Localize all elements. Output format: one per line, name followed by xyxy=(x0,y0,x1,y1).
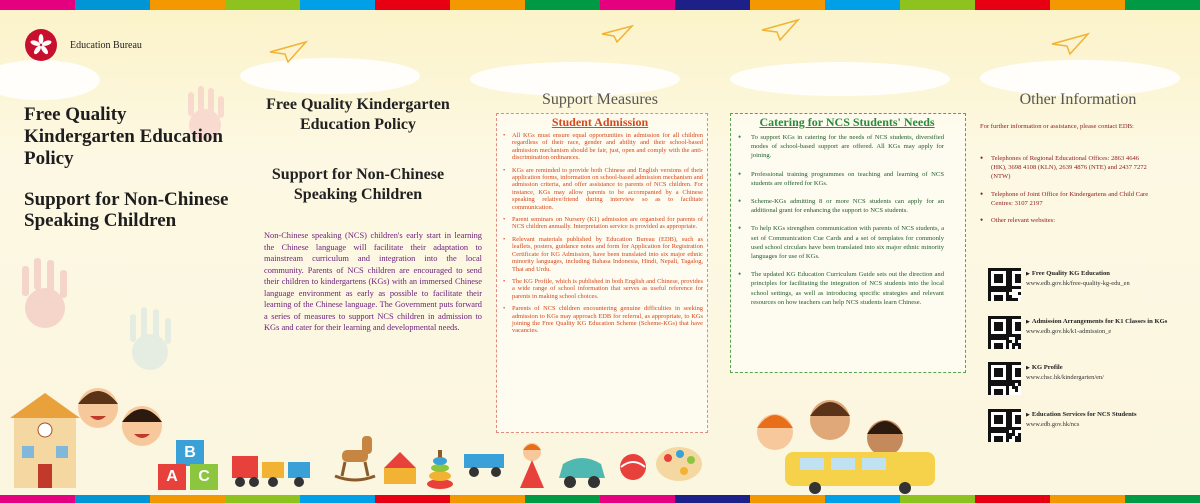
stripe-segment xyxy=(450,495,525,503)
ncs-needs-heading: Catering for NCS Students' Needs xyxy=(759,115,935,129)
paper-plane-icon xyxy=(760,18,800,42)
stripe-segment xyxy=(150,495,225,503)
intro-subtitle: Support for Non-Chinese Speaking Children xyxy=(271,166,445,203)
contact-item: • Telephone of Joint Office for Kindergartens and Child Care Centres: 3107 2197 xyxy=(980,190,1160,208)
top-color-stripe xyxy=(0,0,1200,10)
stripe-segment xyxy=(825,0,900,10)
paper-plane-icon xyxy=(1050,32,1090,56)
website-url[interactable]: www.edb.gov.hk/ncs xyxy=(1026,421,1080,428)
stripe-segment xyxy=(675,0,750,10)
list-item: • All KGs must ensure equal opportunities in admission for all children regardless of their race, gender and ability and their school-based admission mechanism should be fair, just, open and comply with the anti-discrimination ordinances. xyxy=(503,132,703,162)
stripe-segment xyxy=(600,495,675,503)
ball-icon xyxy=(618,452,648,482)
qr-code-icon[interactable] xyxy=(988,316,1021,349)
website-name: ▶ Admission Arrangements for K1 Classes in KGs xyxy=(1026,318,1168,325)
toy-block-c: C xyxy=(190,464,218,490)
qr-code-icon[interactable] xyxy=(988,409,1021,442)
website-name: ▶ Education Services for NCS Students xyxy=(1026,411,1137,418)
child-faces-icon xyxy=(70,378,170,468)
stripe-segment xyxy=(600,0,675,10)
stripe-segment xyxy=(525,495,600,503)
other-information-heading: Other Information xyxy=(1019,91,1137,108)
toy-block-a: A xyxy=(158,464,186,490)
stripe-segment xyxy=(750,0,825,10)
website-entry[interactable] xyxy=(988,409,1198,445)
rocking-horse-icon xyxy=(330,428,380,483)
website-url[interactable]: www.edb.gov.hk/k1-admission_e xyxy=(1026,328,1112,335)
cloud-decoration xyxy=(730,62,950,96)
bottom-color-stripe xyxy=(0,495,1200,503)
student-admission-list xyxy=(503,132,703,340)
student-admission-heading: Student Admission xyxy=(551,115,649,129)
stripe-segment xyxy=(0,0,75,10)
doll-icon xyxy=(514,440,550,490)
paper-plane-icon xyxy=(600,24,634,44)
stripe-segment xyxy=(975,495,1050,503)
stripe-segment xyxy=(750,495,825,503)
ncs-needs-list xyxy=(738,133,944,316)
stripe-segment xyxy=(675,495,750,503)
stripe-segment xyxy=(150,0,225,10)
hksar-emblem-icon xyxy=(25,29,57,61)
qr-code-icon[interactable] xyxy=(988,362,1021,395)
stripe-segment xyxy=(1050,0,1125,10)
website-url[interactable]: www.chsc.hk/kindergarten/en/ xyxy=(1026,374,1104,381)
toy-train-icon xyxy=(228,448,318,488)
stacking-rings-icon xyxy=(425,448,455,490)
list-item: • Relevant materials published by Education Bureau (EDB), such as leaflets, posters, guidance notes and form for Application for Registration Certificate for KG Admission, have been translated into six major ethnic minority languages, including Bahasa Indonesia, Hindi, Nepali, Tagalog, Thai and Urdu. xyxy=(503,236,703,273)
support-measures-heading: Support Measures xyxy=(542,91,658,108)
website-entry[interactable] xyxy=(988,268,1198,304)
qr-code-icon[interactable] xyxy=(988,268,1021,301)
list-item: • The updated KG Education Curriculum Guide sets out the direction and principles for facilitating the integration of NCS students into the local school settings, as well as introducing specific strategies and relevant resources on how teachers can help NCS students learn Chinese. xyxy=(738,270,944,307)
stripe-segment xyxy=(1125,0,1200,10)
stripe-segment xyxy=(450,0,525,10)
stripe-segment xyxy=(825,495,900,503)
list-item: • Scheme-KGs admitting 8 or more NCS students can apply for an additional grant for enhancing the support to NCS students. xyxy=(738,197,944,215)
contact-item: • Other relevant websites: xyxy=(980,216,1190,225)
toy-wagon-icon xyxy=(460,448,510,478)
stripe-segment xyxy=(0,495,75,503)
stripe-segment xyxy=(1050,495,1125,503)
cover-title: Free Quality Kindergarten Education Policy xyxy=(24,104,223,169)
stripe-segment xyxy=(225,495,300,503)
stripe-segment xyxy=(300,0,375,10)
cloud-decoration xyxy=(240,58,420,94)
contact-list xyxy=(980,154,1190,233)
handprint-icon xyxy=(0,250,90,340)
list-item: • Parents of NCS children encountering genuine difficulties in seeking admission to KGs may approach EDB for referral, as appropriate, to KGs joining the Free Quality KG Education Scheme (Scheme-KGs) that have vacancies. xyxy=(503,305,703,335)
stripe-segment xyxy=(375,0,450,10)
intro-title: Free Quality Kindergarten Education Policy xyxy=(266,96,450,133)
stripe-segment xyxy=(75,0,150,10)
stripe-segment xyxy=(300,495,375,503)
website-url[interactable]: www.edb.gov.hk/free-quality-kg-edu_en xyxy=(1026,280,1130,287)
stripe-segment xyxy=(375,495,450,503)
bureau-name: Education Bureau xyxy=(70,40,142,51)
list-item: • The KG Profile, which is published in both English and Chinese, provides a wide range of school information that serves as useful reference for parents in making school choices. xyxy=(503,278,703,300)
cover-subtitle: Support for Non-Chinese Speaking Children xyxy=(24,189,229,231)
toy-blocks-icon xyxy=(380,450,420,485)
intro-body: Non-Chinese speaking (NCS) children's early start in learning the Chinese language will facilitate their adaptation to mainstream curriculum and integration into the local community. Parents of NCS children are encouraged to send their children to kindergartens (KGs) with an immersed Chinese language environment as early as possible to facilitate their learning of the Chinese language. The Government puts forward a series of measures to support NCS children in admission to KGs and cater for their learning and developmental needs. xyxy=(264,231,482,332)
list-item: • To support KGs in catering for the needs of NCS students, diversified modes of school-based support are offered. All KGs may apply for joining. xyxy=(738,133,944,161)
toy-car-icon xyxy=(555,452,609,490)
school-bus-children-icon xyxy=(745,392,945,495)
website-entry[interactable] xyxy=(988,362,1198,398)
handprint-icon xyxy=(110,300,190,380)
list-item: • KGs are reminded to provide both Chinese and English versions of their application forms, information on school-based admission mechanism and admission criteria, and offer assistance to parents of NCS children. For instance, KGs may allow parents to be accompanied by a Chinese speaking relative/friend during interview so as to facilitate communication. xyxy=(503,167,703,211)
paint-palette-icon xyxy=(654,444,704,484)
stripe-segment xyxy=(975,0,1050,10)
paper-plane-icon xyxy=(268,40,308,64)
stripe-segment xyxy=(900,0,975,10)
website-name: ▶ KG Profile xyxy=(1026,364,1063,371)
toy-block-b: B xyxy=(176,440,204,466)
list-item: • Parent seminars on Nursery (K1) admission are organised for parents of NCS children annually. Interpretation service is provided as appropriate. xyxy=(503,216,703,231)
stripe-segment xyxy=(900,495,975,503)
stripe-segment xyxy=(1125,495,1200,503)
list-item: • To help KGs strengthen communication with parents of NCS students, a set of Communication Cue Cards and a set of templates for commonly used school circulars have been translated into six major ethnic minority languages for use of KGs. xyxy=(738,224,944,261)
stripe-segment xyxy=(75,495,150,503)
list-item: • Professional training programmes on teaching and learning of NCS students are offered for KGs. xyxy=(738,170,944,188)
contact-item: • Telephones of Regional Educational Offices: 2863 4646 (HK), 3698 4108 (KLN), 2639 4876 (NTE) and 2437 7272 (NTW) xyxy=(980,154,1150,182)
stripe-segment xyxy=(225,0,300,10)
website-name: ▶ Free Quality KG Education xyxy=(1026,270,1110,277)
website-entry[interactable] xyxy=(988,316,1198,352)
stripe-segment xyxy=(525,0,600,10)
contact-intro: For further information or assistance, please contact EDB: xyxy=(980,123,1134,130)
